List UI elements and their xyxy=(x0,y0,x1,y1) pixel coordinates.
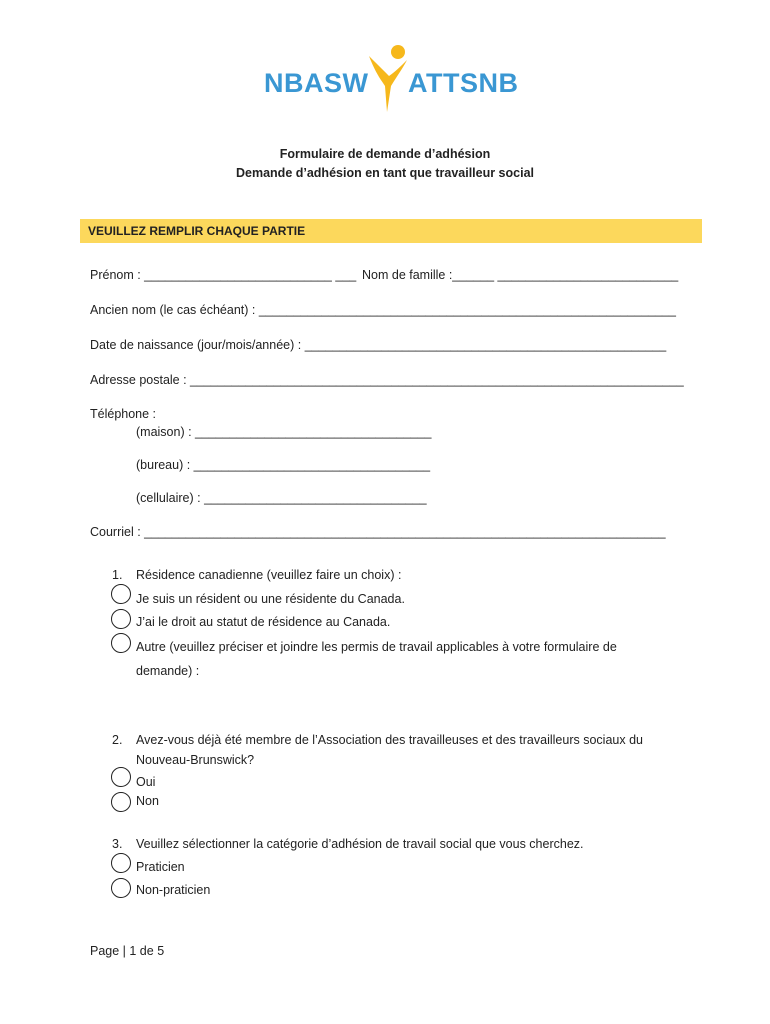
option-practitioner-label: Praticien xyxy=(136,860,185,874)
radio-resident[interactable] xyxy=(111,584,131,604)
logo-left-text: NBASW xyxy=(264,68,369,98)
birth-date-field[interactable]: Date de naissance (jour/mois/année) : ____________________________________________________ xyxy=(90,338,667,352)
question-1-text: Résidence canadienne (veuillez faire un choix) : xyxy=(136,568,402,582)
section-banner xyxy=(80,219,702,243)
option-resident-label: Je suis un résident ou une résidente du Canada. xyxy=(136,592,405,606)
form-subtitle: Demande d’adhésion en tant que travailleur social xyxy=(236,166,534,180)
first-name-field[interactable]: Prénom : ___________________________ ___ xyxy=(90,268,357,282)
radio-yes[interactable] xyxy=(111,767,131,787)
form-title: Formulaire de demande d’adhésion xyxy=(279,147,491,161)
question-2-text: Avez-vous déjà été membre de l’Association des travailleuses et des travailleurs sociaux du xyxy=(136,733,643,747)
radio-no[interactable] xyxy=(111,792,131,812)
radio-practitioner[interactable] xyxy=(111,853,131,873)
question-1-number: 1. xyxy=(112,568,123,582)
option-non-practitioner-label: Non-praticien xyxy=(136,883,211,897)
postal-address-field[interactable]: Adresse postale : _______________________________________________________________________ xyxy=(90,373,684,387)
person-logo-icon xyxy=(365,42,411,114)
last-name-field[interactable]: Nom de famille :______ __________________________ xyxy=(362,268,679,282)
section-banner-text: VEUILLEZ REMPLIR CHAQUE PARTIE xyxy=(88,224,306,238)
question-2-continuation: Nouveau-Brunswick? xyxy=(136,753,255,767)
home-phone-field[interactable]: (maison) : __________________________________ xyxy=(136,425,432,439)
page-number: Page | 1 de 5 xyxy=(90,944,165,958)
work-phone-field[interactable]: (bureau) : __________________________________ xyxy=(136,458,431,472)
option-yes-label: Oui xyxy=(136,775,156,789)
option-other-label: Autre (veuillez préciser et joindre les permis de travail applicables à votre formulaire de xyxy=(136,640,617,654)
option-no-label: Non xyxy=(136,794,159,808)
radio-non-practitioner[interactable] xyxy=(111,878,131,898)
radio-residence-status[interactable] xyxy=(111,609,131,629)
former-name-field[interactable]: Ancien nom (le cas échéant) : ____________________________________________________________ xyxy=(90,303,676,317)
question-2-number: 2. xyxy=(112,733,123,747)
email-field[interactable]: Courriel : ___________________________________________________________________________ xyxy=(90,525,666,539)
question-3-number: 3. xyxy=(112,837,123,851)
question-3-text: Veuillez sélectionner la catégorie d’adhésion de travail social que vous cherchez. xyxy=(136,837,584,851)
cell-phone-field[interactable]: (cellulaire) : ________________________________ xyxy=(136,491,427,505)
option-residence-status-label: J’ai le droit au statut de résidence au Canada. xyxy=(136,615,391,629)
telephone-label: Téléphone : xyxy=(90,407,157,421)
logo xyxy=(262,40,519,120)
logo-right-text: ATTSNB xyxy=(408,68,519,98)
radio-other[interactable] xyxy=(111,633,131,653)
option-other-continuation: demande) : xyxy=(136,664,200,678)
